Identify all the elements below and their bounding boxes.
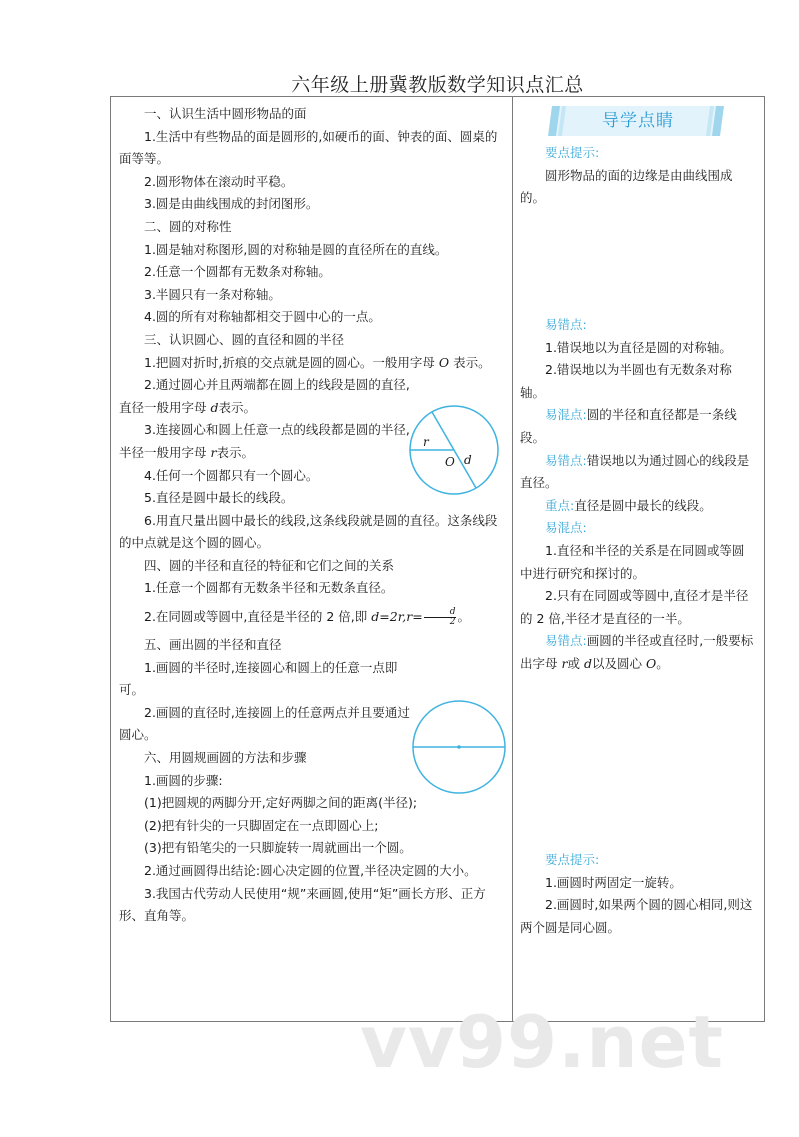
tip-text: 或 — [567, 655, 580, 671]
var-o: O — [646, 655, 657, 671]
s6-step-2: (2)把有针尖的一只脚固定在一点即圆心上; — [144, 817, 379, 833]
s3-point-1 — [119, 352, 509, 375]
fraction-numerator: d — [424, 608, 457, 618]
s5-point-2: 2.画圆的直径时,连接圆上的任意两点并且要通过圆心。 — [119, 704, 410, 743]
tip-label: 易错点: — [545, 633, 587, 649]
tip-label: 易错点: — [545, 452, 587, 468]
s1-point-2: 2.圆形物体在滚动时平稳。 — [144, 173, 294, 189]
tip-text: 以及圆心 — [592, 655, 643, 671]
text: 3.连接圆心和圆上任意一点的线段都是圆的半径,半径一般用字母 — [119, 422, 410, 460]
section-4-title: 四、圆的半径和直径的特征和它们之间的关系 — [144, 557, 395, 573]
label-d: d — [464, 453, 472, 467]
s1-point-3: 3.圆是由曲线围成的封闭图形。 — [144, 196, 319, 212]
column-divider — [512, 97, 513, 1021]
section-2-title: 二、圆的对称性 — [144, 218, 232, 234]
s1-point-1: 1.生活中有些物品的面是圆形的,如硬币的面、钟表的面、圆桌的面等等。 — [119, 128, 498, 167]
section-6-title: 六、用圆规画圆的方法和步骤 — [144, 750, 307, 766]
s3-point-4: 4.任何一个圆都只有一个圆心。 — [144, 467, 319, 483]
s5-point-1: 1.画圆的半径时,连接圆心和圆上的任意一点即可。 — [119, 659, 398, 698]
tip-label: 要点提示: — [545, 852, 600, 867]
tip-text: 2.只有在同圆或等圆中,直径才是半径的 2 倍,半径才是直径的一半。 — [520, 588, 749, 626]
var-o: O — [438, 354, 450, 370]
s2-point-1: 1.圆是轴对称图形,圆的对称轴是圆的直径所在的直线。 — [144, 241, 448, 257]
s3-point-6: 6.用直尺量出圆中最长的线段,这条线段就是圆的直径。这条线段的中点就是这个圆的圆心。 — [119, 512, 498, 551]
fraction-denominator: 2 — [449, 617, 456, 628]
var-d: d — [583, 655, 592, 671]
text: 。 — [457, 609, 470, 625]
tip-text: 2.错误地以为半圆也有无数条对称轴。 — [520, 362, 732, 400]
s6-point-3: 3.我国古代劳动人民使用“规”来画圆,使用“矩”画长方形、正方形、直角等。 — [119, 885, 486, 924]
s2-point-4: 4.圆的所有对称轴都相交于圆中心的一点。 — [144, 309, 381, 325]
s2-point-3: 3.半圆只有一条对称轴。 — [144, 286, 281, 302]
s3-point-3 — [119, 419, 411, 464]
text: 2.在同圆或等圆中,直径是半径的 2 倍,即 — [144, 609, 368, 625]
left-column — [119, 103, 509, 928]
text: 2.通过圆心并且两端都在圆上的线段是圆的直径,直径一般用字母 — [119, 377, 410, 415]
content-table — [110, 96, 765, 1022]
s3-point-5: 5.直径是圆中最长的线段。 — [144, 490, 294, 506]
tip-block-5 — [520, 495, 756, 518]
tip-text: 直径是圆中最长的线段。 — [574, 497, 712, 513]
formula: d=2r,r= — [371, 609, 423, 625]
page-title: 六年级上册冀教版数学知识点汇总 — [291, 74, 584, 96]
tip-block-2 — [520, 314, 756, 676]
text: 表示。 — [218, 399, 257, 415]
var-r: r — [210, 444, 217, 460]
tip-text: 圆形物品的面的边缘是由曲线围成的。 — [520, 167, 733, 206]
tip-text: 错误地以为通过圆心的线段是直径。 — [520, 452, 750, 491]
tip-text: 2.画圆时,如果两个圆的圆心相同,则这两个圆是同心圆。 — [520, 897, 753, 935]
tip-block-1 — [520, 142, 756, 210]
s2-point-2: 2.任意一个圆都有无数条对称轴。 — [144, 264, 331, 280]
watermark: vv99.net — [360, 1000, 724, 1084]
var-r: r — [561, 655, 568, 671]
tip-block-3 — [520, 404, 756, 449]
tip-text: 。 — [656, 655, 669, 671]
tip-text: 画圆的半径或直径时,一般要标出字母 — [520, 633, 754, 671]
section-3-title: 三、认识圆心、圆的直径和圆的半径 — [144, 331, 345, 347]
tip-label: 易混点: — [545, 520, 587, 536]
text: 1.把圆对折时,折痕的交点就是圆的圆心。一般用字母 — [144, 354, 435, 370]
fraction — [424, 608, 457, 627]
tip-label: 要点提示: — [545, 145, 600, 160]
banner — [548, 104, 728, 138]
tip-text: 1.错误地以为直径是圆的对称轴。 — [545, 339, 732, 355]
tip-text: 圆的半径和直径都是一条线段。 — [520, 407, 737, 445]
tip-label: 易错点: — [545, 317, 587, 332]
circle-diameter-diagram — [409, 697, 509, 797]
tip-label: 重点: — [545, 497, 575, 513]
s4-point-2 — [119, 600, 509, 634]
tip-text: 1.直径和半径的关系是在同圆或等圆中进行研究和探讨的。 — [520, 542, 745, 581]
s4-point-1: 1.任意一个圆都有无数条半径和无数条直径。 — [144, 580, 394, 596]
tip-text: 1.画圆时两固定一旋转。 — [545, 874, 682, 890]
tip-block-8 — [520, 849, 756, 939]
s6-point-1: 1.画圆的步骤: — [144, 772, 223, 788]
text: 表示。 — [216, 444, 254, 460]
section-5-title: 五、画出圆的半径和直径 — [144, 637, 282, 653]
text: 表示。 — [453, 354, 491, 370]
label-r: r — [423, 435, 429, 449]
tip-label: 易混点: — [545, 407, 587, 423]
section-1-title: 一、认识生活中圆形物品的面 — [144, 106, 307, 121]
label-o: O — [445, 455, 455, 469]
s6-step-3: (3)把有铅笔尖的一只脚旋转一周就画出一个圆。 — [144, 840, 412, 856]
tip-block-4 — [520, 450, 756, 495]
s6-step-1: (1)把圆规的两脚分开,定好两脚之间的距离(半径); — [144, 795, 418, 811]
circle-radius-diameter-diagram — [406, 402, 506, 502]
banner-title: 导学点睛 — [602, 111, 674, 131]
tip-block-7 — [520, 630, 756, 675]
s3-point-2 — [119, 374, 411, 419]
s6-point-2: 2.通过画圆得出结论:圆心决定圆的位置,半径决定圆的大小。 — [144, 863, 477, 878]
center-dot — [457, 745, 461, 749]
var-d: d — [210, 399, 219, 415]
